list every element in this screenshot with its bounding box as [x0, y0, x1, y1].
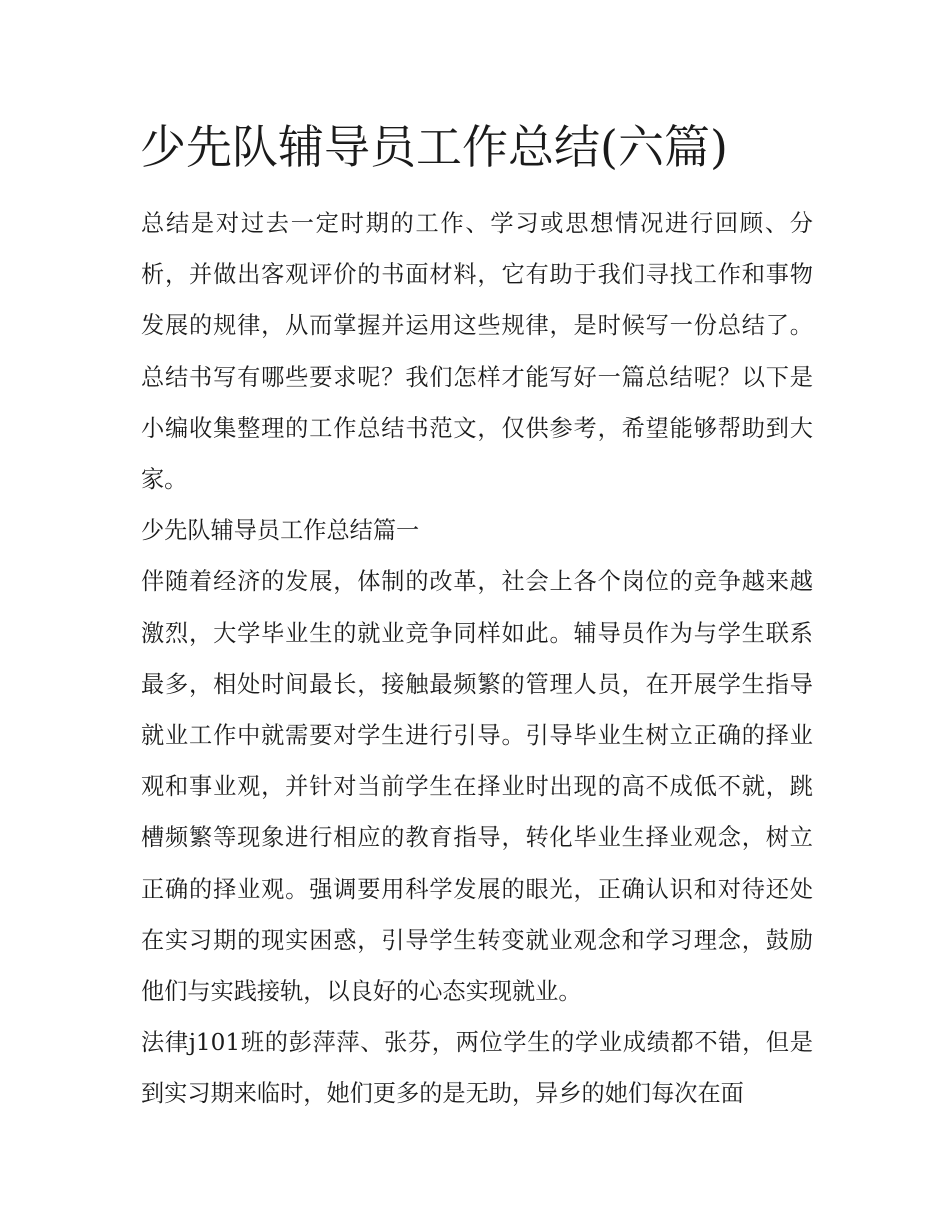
document-body [141, 198, 813, 1120]
body-paragraph: 伴随着经济的发展，体制的改革，社会上各个岗位的竞争越来越激烈，大学毕业生的就业竞争同样如此。辅导员作为与学生联系最多，相处时间最长，接触最频繁的管理人员，在开展学生指导就业工作中就需要对学生进行引导。引导毕业生树立正确的择业观和事业观，并针对当前学生在择业时出现的高不成低不就，跳槽频繁等现象进行相应的教育指导，转化毕业生择业观念，树立正确的择业观。强调要用科学发展的眼光，正确认识和对待还处在实习期的现实困惑，引导学生转变就业观念和学习理念，鼓励他们与实践接轨，以良好的心态实现就业。 [141, 568, 813, 1006]
intro-paragraph: 总结是对过去一定时期的工作、学习或思想情况进行回顾、分析，并做出客观评价的书面材料，它有助于我们寻找工作和事物发展的规律，从而掌握并运用这些规律，是时候写一份总结了。总结书写有哪些要求呢？我们怎样才能写好一篇总结呢？以下是小编收集整理的工作总结书范文，仅供参考，希望能够帮助到大家。 [141, 210, 813, 494]
section-heading: 少先队辅导员工作总结篇一 [141, 517, 420, 545]
document-title: 少先队辅导员工作总结(六篇) [140, 120, 728, 174]
body-paragraph: 法律j101班的彭萍萍、张芬，两位学生的学业成绩都不错，但是到实习期来临时，她们更多的是无助，异乡的她们每次在面 [141, 1029, 813, 1108]
